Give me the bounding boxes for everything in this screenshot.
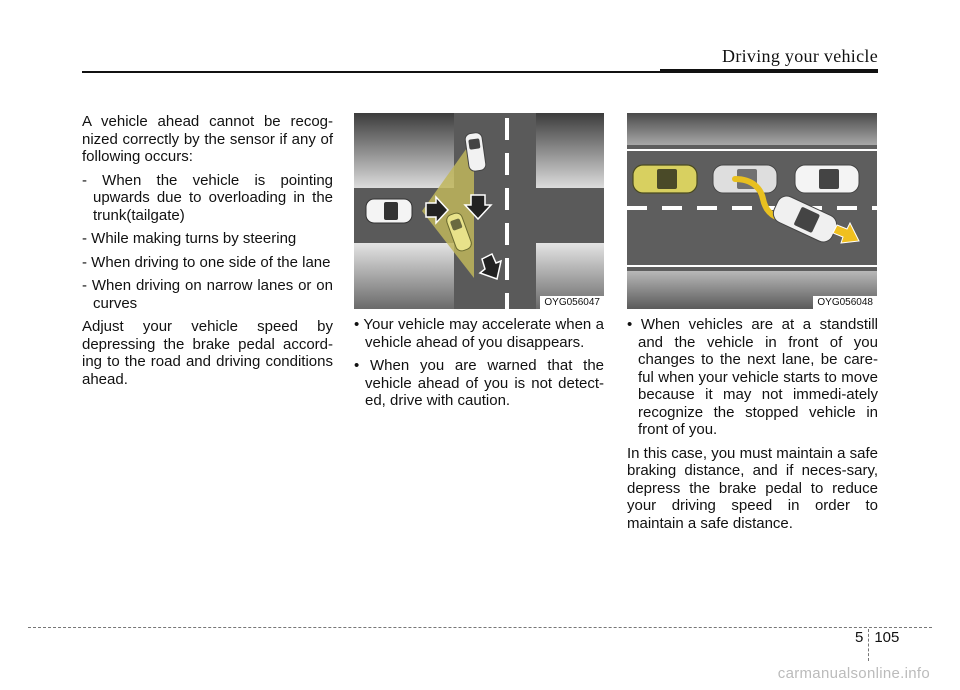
condition-item: - When driving on narrow lanes or on curves (82, 277, 333, 312)
right-column (627, 316, 878, 538)
intro-paragraph: A vehicle ahead cannot be recog-nized correctly by the sensor if any of following occurs: (82, 113, 333, 165)
safe-distance-paragraph: In this case, you must maintain a safe braking distance, and if neces-sary, depress the brake pedal to reduce your driving speed in order to maintain a safe distance. (627, 444, 878, 532)
chapter-number: 5 (855, 629, 869, 661)
intersection-drawing (354, 113, 604, 309)
watermark: carmanualsonline.info (777, 665, 930, 682)
figure-code: OYG056047 (540, 296, 604, 309)
bullet-item: • Your vehicle may accelerate when a vehicle ahead of you disappears. (354, 316, 604, 351)
lead-car (795, 165, 859, 193)
middle-column (354, 316, 604, 416)
footer-rule (28, 627, 932, 628)
figure-code: OYG056048 (813, 296, 877, 309)
condition-item: - When the vehicle is pointing upwards due to overloading in the trunk(tailgate) (82, 171, 333, 224)
lane-change-drawing (627, 113, 877, 309)
condition-item: - While making turns by steering (82, 230, 297, 247)
condition-item: - When driving to one side of the lane (82, 253, 331, 271)
own-car (366, 199, 412, 223)
page-number (855, 629, 899, 661)
left-column (82, 113, 333, 394)
header-rule-accent (660, 69, 878, 73)
lane-change-illustration (627, 113, 877, 309)
intersection-illustration (354, 113, 604, 309)
section-title: Driving your vehicle (722, 46, 878, 66)
advice-paragraph: Adjust your vehicle speed by depressing the brake pedal accord-ing to the road and driving conditions ahead. (82, 318, 333, 388)
bullet-item: • When you are warned that the vehicle ahead of you is not detect-ed, drive with caution. (354, 357, 604, 409)
own-car (633, 165, 697, 193)
page-number-value: 105 (874, 629, 900, 646)
bullet-item: • When vehicles are at a standstill and the vehicle in front of you changes to the next lane, be care-ful when your vehicle starts to move because it may not immedi-ately recognize the stopped vehicle in front of you. (627, 316, 878, 438)
